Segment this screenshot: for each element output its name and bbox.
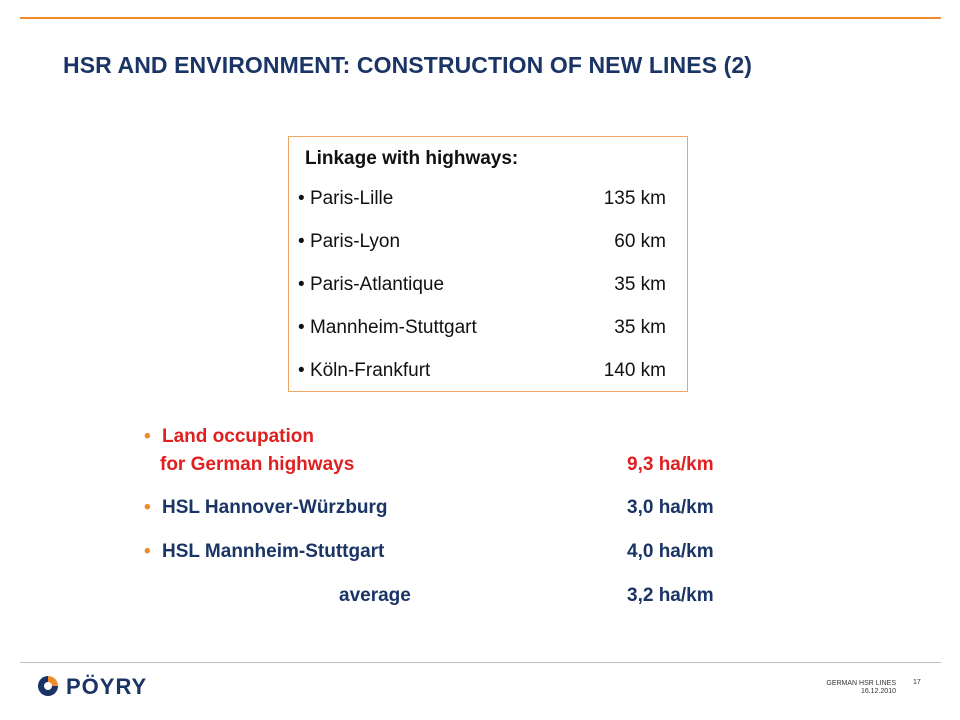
- land-occupation-value: 9,3 ha/km: [627, 454, 714, 475]
- route-distance: 35 km: [614, 274, 666, 295]
- land-occupation-label: Land occupation: [162, 426, 314, 447]
- average-value: 3,2 ha/km: [627, 585, 714, 606]
- top-divider: [20, 17, 941, 19]
- average-label: average: [339, 585, 411, 606]
- list-item: [298, 188, 666, 214]
- route-name: Paris-Lille: [309, 188, 394, 209]
- footer-date: 16.12.2010: [860, 688, 896, 695]
- route-name: Mannheim-Stuttgart: [309, 317, 477, 338]
- route-name: Köln-Frankfurt: [309, 360, 431, 381]
- route-name: Paris-Atlantique: [309, 274, 445, 295]
- company-logo-text: PÖYRY: [66, 674, 148, 699]
- bullet: •: [144, 497, 151, 518]
- land-occupation-label: HSL Mannheim-Stuttgart: [162, 541, 385, 562]
- land-occupation-value: 3,0 ha/km: [627, 497, 714, 518]
- list-item: [298, 231, 666, 257]
- bullet: •: [298, 360, 305, 381]
- poyry-swirl-icon: [36, 674, 60, 698]
- page-number: 17: [913, 679, 921, 686]
- bullet: •: [298, 188, 305, 209]
- route-distance: 60 km: [614, 231, 666, 252]
- footer-document-info: [818, 680, 896, 696]
- route-distance: 140 km: [603, 360, 666, 381]
- bullet: •: [298, 231, 305, 252]
- list-item: [298, 317, 666, 343]
- route-distance: 135 km: [603, 188, 666, 209]
- highways-box: [288, 136, 688, 392]
- bullet: •: [144, 541, 151, 562]
- route-name: Paris-Lyon: [309, 231, 401, 252]
- list-item: [298, 274, 666, 300]
- land-occupation-label: HSL Hannover-Würzburg: [162, 497, 388, 518]
- land-occupation-value: 4,0 ha/km: [627, 541, 714, 562]
- bullet: •: [298, 317, 305, 338]
- list-item: [298, 360, 666, 386]
- highways-box-heading: Linkage with highways:: [305, 148, 519, 169]
- bullet: •: [144, 426, 151, 447]
- bottom-divider: [20, 662, 941, 663]
- bullet: •: [298, 274, 305, 295]
- route-distance: 35 km: [614, 317, 666, 338]
- slide-title: HSR AND ENVIRONMENT: CONSTRUCTION OF NEW LINES (2): [63, 52, 753, 78]
- footer-doc-name: GERMAN HSR LINES: [826, 680, 896, 687]
- land-occupation-label-line2: for German highways: [160, 454, 355, 475]
